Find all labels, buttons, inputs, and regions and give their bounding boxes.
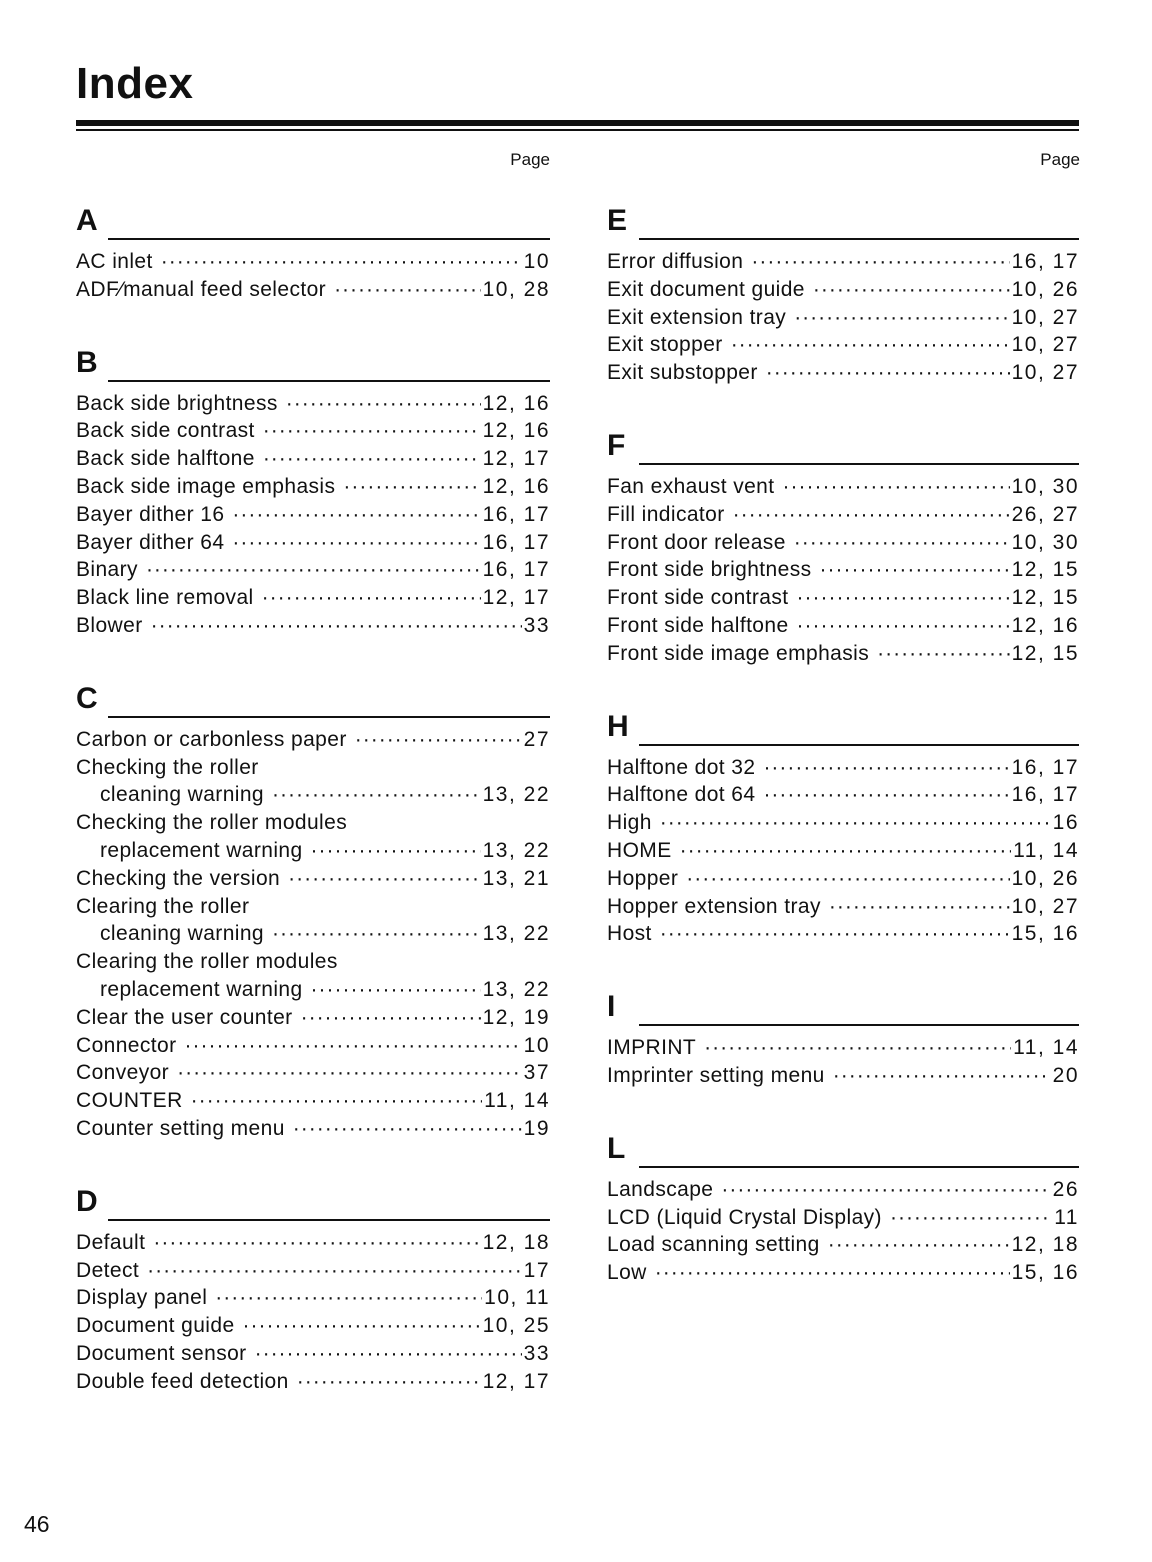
leader-dots (660, 809, 1051, 837)
index-entry-pages: 13, 22 (482, 783, 550, 807)
leader-dots (301, 1004, 481, 1032)
section-letter: A (76, 204, 98, 237)
index-entry (76, 417, 550, 445)
index-entry-term: Exit document guide (607, 277, 805, 301)
index-entry (607, 754, 1079, 782)
index-entry-continuation (76, 837, 550, 865)
leader-dots (794, 529, 1010, 557)
index-entry (76, 584, 550, 612)
index-entry-term: Error diffusion (607, 250, 744, 273)
index-entry-term: Counter setting menu (76, 1116, 285, 1140)
section-rule (108, 1219, 550, 1221)
index-entry (607, 837, 1079, 865)
section-rule (639, 1024, 1079, 1026)
index-entry-pages: 10, 30 (1011, 530, 1079, 554)
section-heading (607, 982, 1079, 1026)
leader-dots (177, 1059, 522, 1087)
index-entry (607, 809, 1079, 837)
index-entry (607, 865, 1079, 893)
index-entry-term: Detect (76, 1258, 140, 1282)
index-entry-continuation (76, 781, 550, 809)
index-entry-subterm: replacement warning (100, 977, 303, 1001)
title-rule-thin (76, 129, 1079, 131)
index-section-h (607, 702, 1079, 949)
index-entry-term: Clearing the roller (76, 894, 250, 918)
leader-dots (794, 304, 1009, 332)
index-entry-pages: 12, 17 (482, 586, 550, 610)
index-entry-term: Blower (76, 613, 143, 637)
leader-dots (215, 1284, 482, 1312)
index-entry (76, 473, 550, 501)
index-entry-pages: 12, 15 (1011, 586, 1079, 610)
index-entry-pages: 12, 16 (482, 419, 550, 443)
index-entry (607, 248, 1079, 276)
index-entry (76, 865, 550, 893)
index-entry (76, 612, 550, 640)
index-entry-pages: 13, 21 (482, 866, 550, 890)
index-entry (76, 1312, 550, 1340)
leader-dots (829, 893, 1010, 921)
index-entry-pages: 10, 27 (1011, 894, 1079, 918)
index-entry (607, 473, 1079, 501)
index-entry-pages: 10, 25 (482, 1314, 550, 1338)
index-entry (76, 809, 550, 837)
index-entry (76, 390, 550, 418)
section-letter: L (607, 1131, 626, 1165)
index-entry (76, 1059, 550, 1087)
index-entry (76, 1087, 550, 1115)
leader-dots (311, 976, 481, 1004)
leader-dots (272, 920, 481, 948)
index-entry-term: Document sensor (76, 1341, 247, 1365)
index-entry-term: Connector (76, 1033, 177, 1057)
section-heading (607, 421, 1079, 465)
index-entry-term: Load scanning setting (607, 1233, 820, 1257)
index-entry-subterm: cleaning warning (100, 922, 265, 946)
page-number: 46 (24, 1511, 50, 1537)
leader-dots (232, 501, 480, 529)
leader-dots (147, 1257, 522, 1285)
index-entry (76, 556, 550, 584)
index-entry (607, 893, 1079, 921)
index-entry-term: Halftone dot 64 (607, 783, 756, 807)
index-entry-pages: 12, 17 (482, 447, 550, 471)
index-entry-term: Front side contrast (607, 586, 789, 610)
index-entry-pages: 26, 27 (1011, 502, 1079, 526)
leader-dots (797, 584, 1010, 612)
index-entry-pages: 10, 26 (1011, 866, 1079, 890)
page-title: Index (76, 59, 194, 108)
leader-dots (751, 248, 1009, 276)
index-section-i (607, 982, 1079, 1090)
index-entry-pages: 27 (523, 727, 550, 751)
leader-dots (161, 248, 522, 276)
leader-dots (828, 1231, 1010, 1259)
index-entry-term: HOME (607, 838, 672, 862)
section-heading (76, 1177, 550, 1221)
section-rule (108, 380, 550, 382)
leader-dots (660, 920, 1010, 948)
index-entry-pages: 12, 17 (482, 1369, 550, 1393)
index-entry-pages: 11, 14 (1013, 1036, 1079, 1060)
index-entry (607, 304, 1079, 332)
index-entry (76, 276, 550, 304)
index-entry (607, 1176, 1079, 1204)
index-entry-pages: 10 (523, 1033, 550, 1057)
index-entry (76, 726, 550, 754)
index-entry-pages: 10 (523, 250, 550, 273)
index-entry-term: IMPRINT (607, 1036, 697, 1060)
section-letter: C (76, 681, 98, 715)
section-rule (639, 1166, 1079, 1168)
index-entry-pages: 16, 17 (1011, 755, 1079, 779)
index-entry (607, 1259, 1079, 1287)
index-entry (76, 893, 550, 921)
index-entry-pages: 11, 14 (484, 1089, 550, 1113)
leader-dots (890, 1204, 1052, 1232)
index-entry (607, 1231, 1079, 1259)
section-letter: D (76, 1184, 98, 1218)
index-entry-term: Back side image emphasis (76, 474, 336, 498)
section-letter: H (607, 709, 629, 743)
leader-dots (146, 556, 481, 584)
index-column-right (607, 196, 1079, 1321)
index-entry-pages: 15, 16 (1011, 922, 1079, 946)
leader-dots (877, 640, 1009, 668)
index-entry-term: COUNTER (76, 1089, 183, 1113)
leader-dots (191, 1087, 483, 1115)
leader-dots (733, 501, 1010, 529)
index-entry (607, 584, 1079, 612)
index-entry-term: Checking the roller modules (76, 811, 348, 835)
index-entry-pages: 20 (1052, 1063, 1079, 1087)
index-entry-pages: 13, 22 (482, 977, 550, 1001)
index-entry-pages: 16, 17 (1011, 783, 1079, 807)
index-entry-pages: 19 (523, 1116, 550, 1140)
index-entry-term: Bayer dither 16 (76, 502, 225, 526)
index-entry-term: Back side contrast (76, 419, 255, 443)
leader-dots (286, 390, 481, 418)
index-entry-pages: 10, 27 (1011, 361, 1079, 385)
index-entry-pages: 12, 15 (1011, 558, 1079, 582)
index-entry-term: Hopper extension tray (607, 894, 821, 918)
leader-dots (311, 837, 481, 865)
index-entry-term: Hopper (607, 866, 679, 890)
index-entry-pages: 16, 17 (482, 502, 550, 526)
index-entry (607, 781, 1079, 809)
index-entry (76, 248, 550, 276)
index-section-l (607, 1124, 1079, 1287)
index-entry (607, 331, 1079, 359)
leader-dots (288, 865, 481, 893)
section-heading (607, 1124, 1079, 1168)
index-entry-continuation (76, 920, 550, 948)
leader-dots (766, 359, 1010, 387)
index-entry-term: Front side halftone (607, 613, 789, 637)
index-entry-term: Checking the version (76, 866, 281, 890)
index-entry-pages: 37 (523, 1061, 550, 1085)
index-entry-term: Exit extension tray (607, 305, 787, 329)
index-entry (607, 529, 1079, 557)
index-entry (76, 1115, 550, 1143)
section-heading (607, 196, 1079, 240)
leader-dots (263, 445, 481, 473)
index-entry-pages: 10, 26 (1011, 277, 1079, 301)
index-entry-pages: 10, 27 (1011, 305, 1079, 329)
leader-dots (783, 473, 1010, 501)
index-entry-term: Front side brightness (607, 558, 812, 582)
section-rule (639, 238, 1079, 240)
leader-dots (721, 1176, 1050, 1204)
index-entry-pages: 16, 17 (482, 558, 550, 582)
leader-dots (680, 837, 1012, 865)
index-entry-term: High (607, 811, 652, 835)
index-entry-term: Host (607, 922, 652, 946)
index-entry-term: LCD (Liquid Crystal Display) (607, 1205, 882, 1229)
index-entry-pages: 15, 16 (1011, 1261, 1079, 1285)
index-entry (76, 1032, 550, 1060)
section-letter: F (607, 428, 626, 462)
leader-dots (343, 473, 480, 501)
index-entry-pages: 10, 11 (484, 1286, 550, 1310)
leader-dots (297, 1368, 481, 1396)
leader-dots (153, 1229, 480, 1257)
index-entry-pages: 10, 28 (482, 277, 550, 301)
section-rule (639, 744, 1079, 746)
index-entry-term: Display panel (76, 1286, 208, 1310)
leader-dots (704, 1034, 1011, 1062)
index-entry-pages: 12, 18 (482, 1230, 550, 1254)
leader-dots (272, 781, 481, 809)
index-entry-pages: 12, 16 (1011, 613, 1079, 637)
index-entry (76, 1368, 550, 1396)
index-entry-term: Fill indicator (607, 502, 725, 526)
index-entry-pages: 11, 14 (1013, 838, 1079, 862)
index-entry-term: Front side image emphasis (607, 641, 870, 665)
index-entry-term: Exit substopper (607, 361, 758, 385)
index-entry-term: Back side halftone (76, 447, 255, 471)
section-heading (76, 196, 550, 240)
leader-dots (263, 417, 481, 445)
index-entry (76, 445, 550, 473)
index-entry (76, 529, 550, 557)
index-entry-term: Bayer dither 64 (76, 530, 225, 554)
section-rule (108, 238, 550, 240)
leader-dots (232, 529, 480, 557)
index-entry (76, 754, 550, 782)
index-entry-term: Checking the roller (76, 755, 259, 779)
index-entry-term: Landscape (607, 1177, 714, 1201)
index-entry-term: Clear the user counter (76, 1005, 293, 1029)
leader-dots (833, 1062, 1051, 1090)
title-rule (76, 120, 1079, 126)
index-entry (607, 556, 1079, 584)
index-entry (607, 1034, 1079, 1062)
index-entry (607, 501, 1079, 529)
leader-dots (151, 612, 522, 640)
index-entry (76, 1257, 550, 1285)
index-entry-term: Carbon or carbonless paper (76, 727, 347, 751)
index-entry (76, 1004, 550, 1032)
index-entry-subterm: replacement warning (100, 838, 303, 862)
leader-dots (262, 584, 481, 612)
section-heading (76, 674, 550, 718)
index-entry-pages: 13, 22 (482, 838, 550, 862)
index-entry-pages: 12, 16 (482, 474, 550, 498)
index-entry (607, 276, 1079, 304)
index-section-f (607, 421, 1079, 668)
index-entry-pages: 12, 16 (482, 391, 550, 415)
index-entry-term: Fan exhaust vent (607, 474, 775, 498)
index-entry-term: Halftone dot 32 (607, 755, 756, 779)
leader-dots (763, 781, 1009, 809)
index-entry-pages: 13, 22 (482, 922, 550, 946)
index-entry-term: Low (607, 1261, 647, 1285)
index-entry (76, 501, 550, 529)
leader-dots (293, 1115, 522, 1143)
index-entry-term: Black line removal (76, 586, 254, 610)
index-entry (607, 1062, 1079, 1090)
index-entry-pages: 12, 15 (1011, 641, 1079, 665)
index-entry (607, 920, 1079, 948)
section-rule (639, 463, 1079, 465)
index-entry-term: Binary (76, 558, 138, 582)
index-entry-term: Conveyor (76, 1061, 170, 1085)
leader-dots (813, 276, 1010, 304)
index-entry-term: Front door release (607, 530, 786, 554)
index-column-left (76, 196, 550, 1430)
index-section-e (607, 196, 1079, 387)
index-entry-pages: 10, 30 (1011, 474, 1079, 498)
index-entry-term: AC inlet (76, 250, 153, 273)
index-section-d (76, 1177, 550, 1396)
index-entry-pages: 10, 27 (1011, 333, 1079, 357)
index-entry-term: Imprinter setting menu (607, 1063, 825, 1087)
index-entry-pages: 16, 17 (482, 530, 550, 554)
section-rule (108, 716, 550, 718)
index-entry (607, 359, 1079, 387)
index-section-c (76, 674, 550, 1143)
index-entry-term: Double feed detection (76, 1369, 289, 1393)
index-entry-term: Exit stopper (607, 333, 723, 357)
index-entry-pages: 16, 17 (1011, 250, 1079, 273)
section-heading (607, 702, 1079, 746)
index-entry (76, 1340, 550, 1368)
index-entry (76, 948, 550, 976)
index-entry-pages: 11 (1054, 1205, 1079, 1229)
page-column-label-left: Page (510, 150, 550, 169)
index-entry (76, 1229, 550, 1257)
index-entry-pages: 12, 19 (482, 1005, 550, 1029)
index-entry-term: Clearing the roller modules (76, 950, 338, 974)
index-entry (607, 640, 1079, 668)
section-heading (76, 338, 550, 382)
leader-dots (686, 865, 1009, 893)
page-column-label-right: Page (1040, 150, 1080, 169)
index-entry-term: Default (76, 1230, 146, 1254)
index-entry-pages: 16 (1052, 811, 1079, 835)
section-letter: I (607, 990, 616, 1024)
index-entry-pages: 26 (1052, 1177, 1079, 1201)
leader-dots (731, 331, 1010, 359)
index-entry (607, 612, 1079, 640)
index-entry-pages: 12, 18 (1011, 1233, 1079, 1257)
leader-dots (243, 1312, 481, 1340)
index-entry-term: ADF∕manual feed selector (76, 277, 327, 301)
leader-dots (763, 754, 1009, 782)
index-entry (607, 1204, 1079, 1232)
index-entry-term: Document guide (76, 1314, 235, 1338)
section-letter: E (607, 204, 628, 237)
leader-dots (255, 1340, 522, 1368)
index-entry-subterm: cleaning warning (100, 783, 265, 807)
leader-dots (797, 612, 1010, 640)
leader-dots (355, 726, 522, 754)
index-entry-pages: 17 (523, 1258, 550, 1282)
leader-dots (655, 1259, 1010, 1287)
leader-dots (334, 276, 481, 304)
index-section-b (76, 338, 550, 640)
index-entry (76, 1284, 550, 1312)
index-entry-pages: 33 (523, 613, 550, 637)
index-entry-pages: 33 (523, 1341, 550, 1365)
index-section-a (76, 196, 550, 304)
leader-dots (185, 1032, 522, 1060)
section-letter: B (76, 345, 98, 379)
leader-dots (820, 556, 1010, 584)
index-entry-continuation (76, 976, 550, 1004)
index-entry-term: Back side brightness (76, 391, 278, 415)
